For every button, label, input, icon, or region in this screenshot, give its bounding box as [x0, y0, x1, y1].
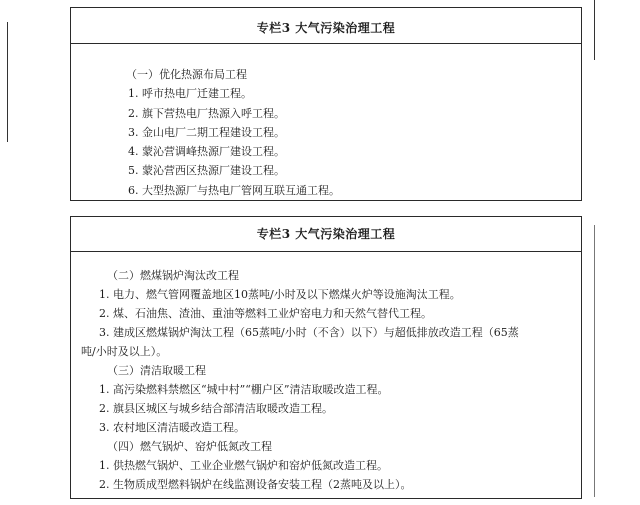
- column-title: 专栏3 大气污染治理工程: [71, 8, 581, 44]
- list-item: 3. 金山电厂二期工程建设工程。: [128, 125, 285, 139]
- list-item: 2. 旗县区城区与城乡结合部清洁取暖改造工程。: [99, 402, 333, 415]
- column-content: [71, 44, 581, 200]
- list-item: 2. 生物质成型燃料锅炉在线监测设备安装工程（2蒸吨及以上）。: [99, 478, 412, 491]
- section-heading: （一）优化热源布局工程: [126, 68, 247, 81]
- list-item: 4. 蒙沁营调峰热源厂建设工程。: [128, 145, 285, 159]
- list-item: 1. 高污染燃料禁燃区“城中村”“棚户区”清洁取暖改造工程。: [99, 383, 389, 396]
- list-item: 2. 煤、石油焦、渣油、重油等燃料工业炉窑电力和天然气替代工程。: [99, 307, 432, 320]
- scan-edge-right-lower: [594, 225, 595, 497]
- section-heading: （三）清洁取暖工程: [107, 364, 206, 377]
- column-box-bottom: [70, 216, 582, 499]
- column-title: 专栏3 大气污染治理工程: [71, 217, 581, 252]
- list-item: 3. 建成区燃煤锅炉淘汰工程（65蒸吨/小时（不含）以下）与超低排放改造工程（65蒸: [99, 326, 519, 339]
- list-item: 2. 旗下营热电厂热源入呼工程。: [128, 106, 285, 120]
- section-heading: （二）燃煤锅炉淘汰改工程: [107, 269, 239, 282]
- list-item: 6. 大型热源厂与热电厂管网互联互通工程。: [128, 183, 340, 197]
- list-item: 1. 电力、燃气管网覆盖地区10蒸吨/小时及以下燃煤火炉等设施淘汰工程。: [99, 288, 461, 301]
- list-item: 1. 供热燃气锅炉、工业企业燃气锅炉和窑炉低氮改造工程。: [99, 459, 388, 472]
- scan-edge-left: [7, 22, 8, 142]
- column-content: [71, 252, 581, 494]
- list-item: 1. 呼市热电厂迁建工程。: [128, 87, 252, 101]
- list-item: 5. 蒙沁营西区热源厂建设工程。: [128, 164, 285, 178]
- column-box-top: [70, 7, 582, 201]
- list-item: 3. 农村地区清洁暖改造工程。: [99, 421, 245, 434]
- scan-edge-right: [594, 0, 595, 60]
- list-item-continuation: 吨/小时及以上）。: [81, 345, 168, 358]
- section-heading: （四）燃气锅炉、窑炉低氮改工程: [107, 440, 272, 453]
